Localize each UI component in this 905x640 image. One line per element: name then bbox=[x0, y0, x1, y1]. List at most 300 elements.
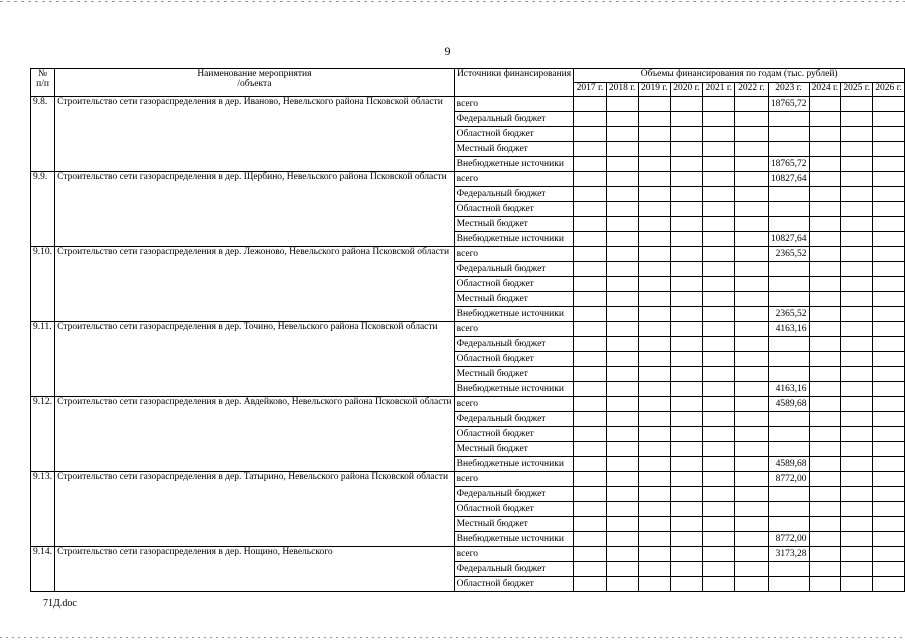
value-cell bbox=[638, 187, 670, 202]
source-label: Федеральный бюджет bbox=[454, 262, 574, 277]
value-cell bbox=[703, 157, 735, 172]
item-number: 9.14. bbox=[31, 547, 55, 592]
value-cell bbox=[574, 322, 606, 337]
value-cell bbox=[735, 97, 768, 112]
value-cell bbox=[638, 217, 670, 232]
value-cell bbox=[574, 472, 606, 487]
value-cell bbox=[735, 472, 768, 487]
value-cell bbox=[735, 337, 768, 352]
value-cell: 10827,64 bbox=[768, 232, 809, 247]
value-cell bbox=[703, 202, 735, 217]
value-cell bbox=[768, 502, 809, 517]
value-cell bbox=[606, 187, 638, 202]
value-cell bbox=[873, 202, 905, 217]
value-cell bbox=[841, 172, 873, 187]
value-cell bbox=[873, 322, 905, 337]
value-cell bbox=[841, 112, 873, 127]
value-cell bbox=[841, 337, 873, 352]
value-cell bbox=[809, 232, 841, 247]
value-cell bbox=[809, 442, 841, 457]
value-cell bbox=[873, 262, 905, 277]
value-cell bbox=[606, 352, 638, 367]
value-cell bbox=[606, 202, 638, 217]
value-cell bbox=[809, 262, 841, 277]
header-year: 2020 г. bbox=[670, 83, 702, 97]
value-cell bbox=[809, 517, 841, 532]
value-cell bbox=[638, 262, 670, 277]
source-label: Федеральный бюджет bbox=[454, 187, 574, 202]
value-cell: 4163,16 bbox=[768, 382, 809, 397]
value-cell bbox=[638, 502, 670, 517]
value-cell bbox=[670, 322, 702, 337]
value-cell bbox=[735, 202, 768, 217]
value-cell bbox=[809, 277, 841, 292]
value-cell bbox=[670, 247, 702, 262]
value-cell bbox=[703, 187, 735, 202]
table-row bbox=[31, 97, 905, 112]
value-cell bbox=[873, 142, 905, 157]
value-cell bbox=[638, 517, 670, 532]
value-cell bbox=[841, 412, 873, 427]
value-cell bbox=[735, 307, 768, 322]
value-cell bbox=[841, 442, 873, 457]
source-label: всего bbox=[454, 172, 574, 187]
value-cell: 18765,72 bbox=[768, 157, 809, 172]
value-cell bbox=[735, 367, 768, 382]
source-label: всего bbox=[454, 547, 574, 562]
value-cell bbox=[703, 547, 735, 562]
value-cell bbox=[606, 277, 638, 292]
value-cell bbox=[670, 142, 702, 157]
value-cell bbox=[735, 232, 768, 247]
item-number: 9.13. bbox=[31, 472, 55, 547]
value-cell bbox=[768, 202, 809, 217]
value-cell bbox=[638, 127, 670, 142]
value-cell bbox=[670, 502, 702, 517]
value-cell bbox=[638, 577, 670, 592]
value-cell bbox=[873, 112, 905, 127]
value-cell bbox=[606, 142, 638, 157]
value-cell bbox=[809, 547, 841, 562]
value-cell bbox=[841, 187, 873, 202]
source-label: Областной бюджет bbox=[454, 277, 574, 292]
value-cell bbox=[574, 157, 606, 172]
value-cell bbox=[574, 547, 606, 562]
header-year: 2018 г. bbox=[606, 83, 638, 97]
value-cell bbox=[873, 307, 905, 322]
value-cell bbox=[809, 382, 841, 397]
value-cell bbox=[735, 502, 768, 517]
value-cell bbox=[638, 172, 670, 187]
value-cell bbox=[768, 427, 809, 442]
value-cell bbox=[703, 142, 735, 157]
value-cell bbox=[841, 247, 873, 262]
value-cell bbox=[606, 397, 638, 412]
value-cell bbox=[703, 412, 735, 427]
value-cell bbox=[638, 352, 670, 367]
value-cell bbox=[574, 187, 606, 202]
value-cell bbox=[703, 262, 735, 277]
value-cell bbox=[606, 502, 638, 517]
value-cell bbox=[809, 577, 841, 592]
source-label: Местный бюджет bbox=[454, 367, 574, 382]
value-cell bbox=[638, 292, 670, 307]
value-cell bbox=[841, 382, 873, 397]
value-cell bbox=[809, 367, 841, 382]
value-cell bbox=[574, 367, 606, 382]
header-year: 2022 г. bbox=[735, 83, 768, 97]
value-cell bbox=[841, 427, 873, 442]
value-cell bbox=[670, 217, 702, 232]
header-year: 2021 г. bbox=[703, 83, 735, 97]
value-cell bbox=[574, 412, 606, 427]
value-cell bbox=[735, 382, 768, 397]
value-cell bbox=[873, 247, 905, 262]
value-cell bbox=[638, 112, 670, 127]
value-cell bbox=[638, 277, 670, 292]
table-row bbox=[31, 547, 905, 562]
value-cell bbox=[841, 307, 873, 322]
value-cell bbox=[809, 502, 841, 517]
value-cell bbox=[735, 442, 768, 457]
source-label: всего bbox=[454, 97, 574, 112]
table-row bbox=[31, 172, 905, 187]
value-cell bbox=[841, 127, 873, 142]
value-cell bbox=[735, 562, 768, 577]
value-cell bbox=[841, 202, 873, 217]
value-cell bbox=[735, 157, 768, 172]
value-cell bbox=[574, 532, 606, 547]
value-cell bbox=[873, 382, 905, 397]
value-cell bbox=[841, 97, 873, 112]
value-cell bbox=[638, 322, 670, 337]
value-cell bbox=[873, 127, 905, 142]
value-cell bbox=[638, 397, 670, 412]
source-label: Местный бюджет bbox=[454, 292, 574, 307]
value-cell bbox=[703, 292, 735, 307]
value-cell bbox=[606, 112, 638, 127]
value-cell bbox=[574, 487, 606, 502]
value-cell bbox=[670, 532, 702, 547]
value-cell: 4163,16 bbox=[768, 322, 809, 337]
value-cell bbox=[574, 142, 606, 157]
value-cell bbox=[574, 457, 606, 472]
value-cell bbox=[873, 337, 905, 352]
value-cell: 10827,64 bbox=[768, 172, 809, 187]
value-cell bbox=[809, 337, 841, 352]
value-cell bbox=[873, 547, 905, 562]
value-cell bbox=[638, 307, 670, 322]
value-cell bbox=[670, 472, 702, 487]
value-cell bbox=[574, 262, 606, 277]
value-cell bbox=[574, 502, 606, 517]
value-cell bbox=[873, 157, 905, 172]
value-cell bbox=[638, 532, 670, 547]
scan-edge-top bbox=[0, 1, 905, 2]
value-cell bbox=[873, 562, 905, 577]
table-row bbox=[31, 472, 905, 487]
value-cell bbox=[703, 457, 735, 472]
value-cell bbox=[841, 352, 873, 367]
value-cell bbox=[574, 382, 606, 397]
item-name: Строительство сети газораспределения в дер. Авдейково, Невельского района Псковской области bbox=[55, 397, 455, 472]
value-cell bbox=[606, 562, 638, 577]
value-cell bbox=[638, 247, 670, 262]
value-cell bbox=[841, 322, 873, 337]
value-cell bbox=[606, 427, 638, 442]
source-label: Местный бюджет bbox=[454, 142, 574, 157]
page-number: 9 bbox=[444, 44, 451, 58]
value-cell bbox=[873, 172, 905, 187]
value-cell bbox=[809, 457, 841, 472]
value-cell bbox=[606, 487, 638, 502]
item-name: Строительство сети газораспределения в дер. Лежоново, Невельского района Псковской области bbox=[55, 247, 455, 322]
table-row bbox=[31, 247, 905, 262]
value-cell bbox=[841, 547, 873, 562]
header-year: 2023 г. bbox=[768, 83, 809, 97]
item-name: Строительство сети газораспределения в дер. Иваново, Невельского района Псковской области bbox=[55, 97, 455, 172]
value-cell bbox=[768, 577, 809, 592]
source-label: Областной бюджет bbox=[454, 577, 574, 592]
value-cell bbox=[670, 412, 702, 427]
value-cell bbox=[873, 517, 905, 532]
value-cell bbox=[873, 232, 905, 247]
value-cell: 4589,68 bbox=[768, 457, 809, 472]
source-label: Внебюджетные источники bbox=[454, 232, 574, 247]
value-cell bbox=[735, 262, 768, 277]
value-cell bbox=[809, 412, 841, 427]
value-cell bbox=[670, 262, 702, 277]
value-cell bbox=[638, 547, 670, 562]
table-row bbox=[31, 322, 905, 337]
value-cell bbox=[841, 397, 873, 412]
value-cell bbox=[841, 142, 873, 157]
value-cell bbox=[735, 547, 768, 562]
value-cell bbox=[809, 97, 841, 112]
value-cell bbox=[606, 547, 638, 562]
value-cell bbox=[735, 142, 768, 157]
value-cell bbox=[873, 577, 905, 592]
value-cell bbox=[841, 277, 873, 292]
value-cell bbox=[873, 352, 905, 367]
item-name: Строительство сети газораспределения в дер. Татырино, Невельского района Псковской области bbox=[55, 472, 455, 547]
value-cell bbox=[703, 517, 735, 532]
value-cell bbox=[841, 472, 873, 487]
value-cell bbox=[768, 277, 809, 292]
value-cell bbox=[638, 142, 670, 157]
value-cell bbox=[768, 352, 809, 367]
value-cell bbox=[574, 247, 606, 262]
item-number: 9.12. bbox=[31, 397, 55, 472]
value-cell bbox=[670, 292, 702, 307]
value-cell bbox=[574, 232, 606, 247]
value-cell bbox=[670, 352, 702, 367]
source-label: Областной бюджет bbox=[454, 352, 574, 367]
value-cell bbox=[703, 442, 735, 457]
value-cell bbox=[703, 322, 735, 337]
item-name: Строительство сети газораспределения в дер. Точино, Невельского района Псковской области bbox=[55, 322, 455, 397]
source-label: всего bbox=[454, 322, 574, 337]
value-cell bbox=[574, 442, 606, 457]
value-cell bbox=[735, 292, 768, 307]
value-cell bbox=[638, 367, 670, 382]
value-cell bbox=[638, 562, 670, 577]
value-cell bbox=[735, 247, 768, 262]
value-cell bbox=[873, 442, 905, 457]
value-cell bbox=[606, 337, 638, 352]
value-cell bbox=[703, 337, 735, 352]
item-name: Строительство сети газораспределения в дер. Щербино, Невельского района Псковской области bbox=[55, 172, 455, 247]
header-year: 2024 г. bbox=[809, 83, 841, 97]
header-year: 2017 г. bbox=[574, 83, 606, 97]
value-cell bbox=[809, 202, 841, 217]
value-cell bbox=[841, 367, 873, 382]
value-cell bbox=[841, 457, 873, 472]
value-cell bbox=[606, 127, 638, 142]
value-cell bbox=[574, 562, 606, 577]
value-cell bbox=[638, 442, 670, 457]
value-cell bbox=[809, 142, 841, 157]
value-cell bbox=[703, 487, 735, 502]
value-cell bbox=[638, 97, 670, 112]
value-cell bbox=[873, 472, 905, 487]
value-cell bbox=[574, 577, 606, 592]
source-label: Областной бюджет bbox=[454, 427, 574, 442]
value-cell bbox=[703, 427, 735, 442]
value-cell bbox=[873, 532, 905, 547]
value-cell bbox=[768, 187, 809, 202]
value-cell bbox=[574, 202, 606, 217]
value-cell bbox=[809, 487, 841, 502]
value-cell: 2365,52 bbox=[768, 307, 809, 322]
value-cell bbox=[841, 532, 873, 547]
value-cell bbox=[606, 472, 638, 487]
value-cell bbox=[873, 97, 905, 112]
value-cell bbox=[873, 292, 905, 307]
value-cell bbox=[809, 532, 841, 547]
value-cell bbox=[638, 337, 670, 352]
value-cell bbox=[768, 562, 809, 577]
table-header bbox=[31, 69, 905, 97]
source-label: Внебюджетные источники bbox=[454, 307, 574, 322]
value-cell bbox=[768, 262, 809, 277]
value-cell bbox=[841, 577, 873, 592]
value-cell bbox=[574, 517, 606, 532]
value-cell bbox=[841, 562, 873, 577]
value-cell bbox=[574, 112, 606, 127]
value-cell bbox=[841, 217, 873, 232]
value-cell: 18765,72 bbox=[768, 97, 809, 112]
value-cell bbox=[768, 517, 809, 532]
financing-table bbox=[30, 68, 905, 592]
value-cell bbox=[735, 397, 768, 412]
table-body bbox=[31, 97, 905, 592]
value-cell bbox=[703, 382, 735, 397]
value-cell bbox=[735, 457, 768, 472]
value-cell bbox=[670, 517, 702, 532]
value-cell bbox=[670, 172, 702, 187]
value-cell bbox=[768, 412, 809, 427]
source-label: Внебюджетные источники bbox=[454, 382, 574, 397]
value-cell: 4589,68 bbox=[768, 397, 809, 412]
value-cell bbox=[768, 142, 809, 157]
header-sources: Источники финансирования bbox=[454, 69, 574, 97]
value-cell bbox=[841, 262, 873, 277]
value-cell bbox=[873, 412, 905, 427]
value-cell bbox=[768, 337, 809, 352]
value-cell bbox=[606, 532, 638, 547]
source-label: Федеральный бюджет bbox=[454, 412, 574, 427]
source-label: Внебюджетные источники bbox=[454, 157, 574, 172]
value-cell bbox=[735, 322, 768, 337]
value-cell bbox=[638, 232, 670, 247]
source-label: всего bbox=[454, 472, 574, 487]
value-cell bbox=[574, 277, 606, 292]
value-cell bbox=[670, 547, 702, 562]
value-cell bbox=[574, 427, 606, 442]
scan-edge-bottom bbox=[0, 637, 905, 638]
value-cell bbox=[809, 157, 841, 172]
value-cell bbox=[574, 307, 606, 322]
value-cell bbox=[638, 457, 670, 472]
value-cell bbox=[873, 502, 905, 517]
value-cell bbox=[606, 307, 638, 322]
value-cell bbox=[768, 112, 809, 127]
value-cell bbox=[670, 187, 702, 202]
value-cell bbox=[606, 517, 638, 532]
value-cell bbox=[703, 472, 735, 487]
value-cell bbox=[809, 397, 841, 412]
value-cell bbox=[703, 97, 735, 112]
value-cell bbox=[841, 292, 873, 307]
table-row bbox=[31, 397, 905, 412]
value-cell bbox=[606, 457, 638, 472]
value-cell bbox=[703, 127, 735, 142]
item-number: 9.11. bbox=[31, 322, 55, 397]
value-cell bbox=[606, 262, 638, 277]
source-label: Федеральный бюджет bbox=[454, 337, 574, 352]
value-cell bbox=[606, 247, 638, 262]
value-cell bbox=[574, 97, 606, 112]
value-cell bbox=[574, 127, 606, 142]
value-cell bbox=[735, 127, 768, 142]
source-label: Областной бюджет bbox=[454, 502, 574, 517]
value-cell: 3173,28 bbox=[768, 547, 809, 562]
value-cell bbox=[809, 127, 841, 142]
value-cell bbox=[574, 217, 606, 232]
value-cell bbox=[735, 172, 768, 187]
value-cell bbox=[768, 292, 809, 307]
value-cell bbox=[873, 217, 905, 232]
value-cell bbox=[809, 247, 841, 262]
value-cell bbox=[735, 217, 768, 232]
value-cell bbox=[606, 442, 638, 457]
source-label: Областной бюджет bbox=[454, 202, 574, 217]
item-name: Строительство сети газораспределения в дер. Нощино, Невельского bbox=[55, 547, 455, 592]
source-label: Внебюджетные источники bbox=[454, 457, 574, 472]
value-cell bbox=[703, 112, 735, 127]
value-cell bbox=[703, 307, 735, 322]
value-cell bbox=[574, 352, 606, 367]
value-cell bbox=[606, 97, 638, 112]
value-cell bbox=[574, 292, 606, 307]
value-cell bbox=[735, 427, 768, 442]
value-cell bbox=[606, 172, 638, 187]
value-cell bbox=[703, 277, 735, 292]
value-cell bbox=[670, 577, 702, 592]
value-cell bbox=[638, 472, 670, 487]
value-cell bbox=[841, 502, 873, 517]
